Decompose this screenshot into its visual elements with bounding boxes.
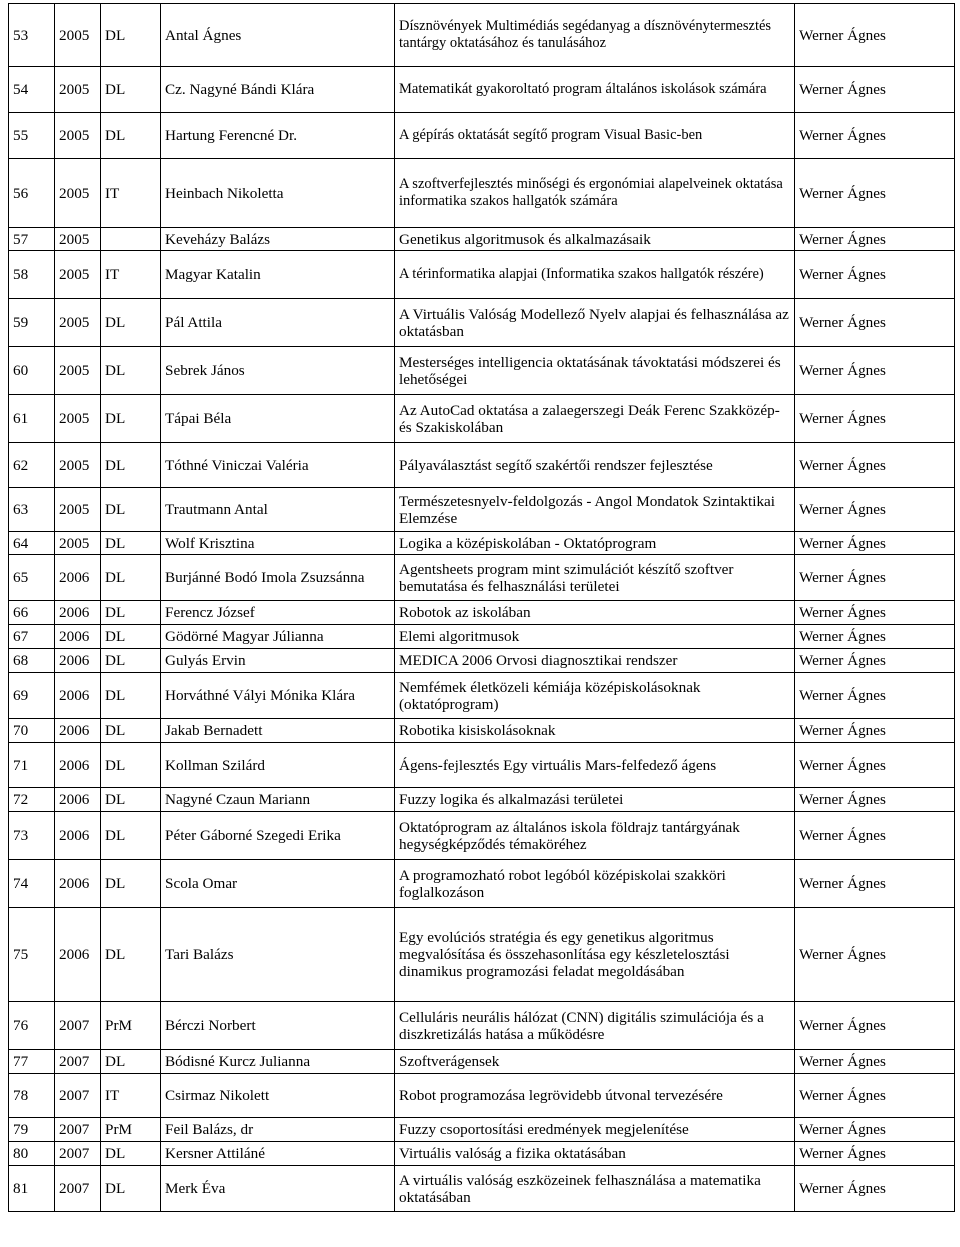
row-number-cell: 53 (9, 4, 55, 67)
year-cell: 2006 (55, 601, 101, 625)
type-cell: IT (101, 1074, 161, 1118)
year-cell: 2007 (55, 1142, 101, 1166)
year-cell: 2006 (55, 649, 101, 673)
table-row (9, 788, 955, 812)
supervisor-cell: Werner Ágnes (795, 1166, 955, 1212)
type-cell: DL (101, 1142, 161, 1166)
year-cell: 2006 (55, 860, 101, 908)
type-cell: DL (101, 812, 161, 860)
type-cell: DL (101, 488, 161, 532)
student-name-cell: Gödörné Magyar Júlianna (161, 625, 395, 649)
student-name-cell: Keveházy Balázs (161, 228, 395, 251)
table-row (9, 673, 955, 719)
row-number-cell: 81 (9, 1166, 55, 1212)
thesis-title-cell: MEDICA 2006 Orvosi diagnosztikai rendszer (395, 649, 795, 673)
type-cell: DL (101, 719, 161, 743)
year-cell: 2005 (55, 532, 101, 555)
student-name-cell: Merk Éva (161, 1166, 395, 1212)
row-number-cell: 78 (9, 1074, 55, 1118)
year-cell: 2006 (55, 743, 101, 788)
table-row (9, 251, 955, 299)
table-row (9, 908, 955, 1002)
table-row (9, 395, 955, 443)
student-name-cell: Scola Omar (161, 860, 395, 908)
supervisor-cell: Werner Ágnes (795, 743, 955, 788)
year-cell: 2005 (55, 113, 101, 159)
thesis-title-cell: A programozható robot legóból középiskolai szakköri foglalkozáson (395, 860, 795, 908)
table-row (9, 1166, 955, 1212)
row-number-cell: 58 (9, 251, 55, 299)
year-cell: 2006 (55, 719, 101, 743)
type-cell: IT (101, 251, 161, 299)
row-number-cell: 60 (9, 347, 55, 395)
type-cell: DL (101, 625, 161, 649)
year-cell: 2006 (55, 625, 101, 649)
year-cell: 2005 (55, 228, 101, 251)
thesis-title-cell: Fuzzy csoportosítási eredmények megjelenítése (395, 1118, 795, 1142)
year-cell: 2006 (55, 812, 101, 860)
row-number-cell: 68 (9, 649, 55, 673)
thesis-title-cell: Fuzzy logika és alkalmazási területei (395, 788, 795, 812)
supervisor-cell: Werner Ágnes (795, 4, 955, 67)
type-cell: DL (101, 555, 161, 601)
supervisor-cell: Werner Ágnes (795, 788, 955, 812)
supervisor-cell: Werner Ágnes (795, 625, 955, 649)
thesis-title-cell: A térinformatika alapjai (Informatika szakos hallgatók részére) (395, 251, 795, 299)
table-row (9, 347, 955, 395)
student-name-cell: Tari Balázs (161, 908, 395, 1002)
row-number-cell: 76 (9, 1002, 55, 1050)
type-cell: DL (101, 673, 161, 719)
year-cell: 2005 (55, 443, 101, 488)
table-row (9, 1002, 955, 1050)
student-name-cell: Sebrek János (161, 347, 395, 395)
student-name-cell: Kersner Attiláné (161, 1142, 395, 1166)
year-cell: 2005 (55, 159, 101, 228)
supervisor-cell: Werner Ágnes (795, 1142, 955, 1166)
supervisor-cell: Werner Ágnes (795, 299, 955, 347)
row-number-cell: 63 (9, 488, 55, 532)
student-name-cell: Kollman Szilárd (161, 743, 395, 788)
supervisor-cell: Werner Ágnes (795, 1002, 955, 1050)
type-cell: DL (101, 113, 161, 159)
thesis-title-cell: Celluláris neurális hálózat (CNN) digitális szimulációja és a diszkretizálás hatása a működésre (395, 1002, 795, 1050)
thesis-table (8, 3, 955, 1212)
supervisor-cell: Werner Ágnes (795, 251, 955, 299)
type-cell: DL (101, 860, 161, 908)
student-name-cell: Nagyné Czaun Mariann (161, 788, 395, 812)
thesis-title-cell: Agentsheets program mint szimulációt készítő szoftver bemutatása és felhasználási területei (395, 555, 795, 601)
student-name-cell: Bódisné Kurcz Julianna (161, 1050, 395, 1074)
row-number-cell: 69 (9, 673, 55, 719)
year-cell: 2005 (55, 347, 101, 395)
type-cell: DL (101, 649, 161, 673)
student-name-cell: Feil Balázs, dr (161, 1118, 395, 1142)
table-row (9, 743, 955, 788)
table-row (9, 812, 955, 860)
supervisor-cell: Werner Ágnes (795, 649, 955, 673)
row-number-cell: 75 (9, 908, 55, 1002)
row-number-cell: 61 (9, 395, 55, 443)
student-name-cell: Horváthné Vályi Mónika Klára (161, 673, 395, 719)
row-number-cell: 72 (9, 788, 55, 812)
thesis-title-cell: Robotika kisiskolásoknak (395, 719, 795, 743)
year-cell: 2005 (55, 251, 101, 299)
row-number-cell: 73 (9, 812, 55, 860)
type-cell: DL (101, 4, 161, 67)
thesis-title-cell: Genetikus algoritmusok és alkalmazásaik (395, 228, 795, 251)
year-cell: 2005 (55, 67, 101, 113)
student-name-cell: Pál Attila (161, 299, 395, 347)
student-name-cell: Gulyás Ervin (161, 649, 395, 673)
thesis-title-cell: Logika a középiskolában - Oktatóprogram (395, 532, 795, 555)
supervisor-cell: Werner Ágnes (795, 395, 955, 443)
table-row (9, 159, 955, 228)
table-row (9, 1074, 955, 1118)
thesis-title-cell: Nemfémek életközeli kémiája középiskolásoknak (oktatóprogram) (395, 673, 795, 719)
row-number-cell: 66 (9, 601, 55, 625)
year-cell: 2006 (55, 673, 101, 719)
type-cell: DL (101, 347, 161, 395)
thesis-title-cell: Ágens-fejlesztés Egy virtuális Mars-felfedező ágens (395, 743, 795, 788)
row-number-cell: 80 (9, 1142, 55, 1166)
supervisor-cell: Werner Ágnes (795, 443, 955, 488)
type-cell: DL (101, 443, 161, 488)
type-cell: DL (101, 532, 161, 555)
table-row (9, 625, 955, 649)
type-cell: DL (101, 788, 161, 812)
row-number-cell: 57 (9, 228, 55, 251)
table-row (9, 488, 955, 532)
year-cell: 2007 (55, 1166, 101, 1212)
year-cell: 2007 (55, 1002, 101, 1050)
type-cell: IT (101, 159, 161, 228)
supervisor-cell: Werner Ágnes (795, 67, 955, 113)
supervisor-cell: Werner Ágnes (795, 812, 955, 860)
year-cell: 2007 (55, 1118, 101, 1142)
thesis-title-cell: Robot programozása legrövidebb útvonal tervezésére (395, 1074, 795, 1118)
type-cell: PrM (101, 1002, 161, 1050)
table-row (9, 299, 955, 347)
student-name-cell: Magyar Katalin (161, 251, 395, 299)
supervisor-cell: Werner Ágnes (795, 159, 955, 228)
thesis-title-cell: Az AutoCad oktatása a zalaegerszegi Deák Ferenc Szakközép- és Szakiskolában (395, 395, 795, 443)
student-name-cell: Ferencz József (161, 601, 395, 625)
supervisor-cell: Werner Ágnes (795, 1118, 955, 1142)
supervisor-cell: Werner Ágnes (795, 488, 955, 532)
year-cell: 2006 (55, 555, 101, 601)
year-cell: 2005 (55, 299, 101, 347)
row-number-cell: 56 (9, 159, 55, 228)
student-name-cell: Heinbach Nikoletta (161, 159, 395, 228)
student-name-cell: Tóthné Viniczai Valéria (161, 443, 395, 488)
thesis-title-cell: Elemi algoritmusok (395, 625, 795, 649)
student-name-cell: Hartung Ferencné Dr. (161, 113, 395, 159)
student-name-cell: Cz. Nagyné Bándi Klára (161, 67, 395, 113)
table-row (9, 228, 955, 251)
thesis-title-cell: Természetesnyelv-feldolgozás - Angol Mondatok Szintaktikai Elemzése (395, 488, 795, 532)
student-name-cell: Csirmaz Nikolett (161, 1074, 395, 1118)
table-row (9, 649, 955, 673)
table-row (9, 1050, 955, 1074)
student-name-cell: Trautmann Antal (161, 488, 395, 532)
student-name-cell: Antal Ágnes (161, 4, 395, 67)
table-row (9, 443, 955, 488)
supervisor-cell: Werner Ágnes (795, 908, 955, 1002)
type-cell (101, 228, 161, 251)
year-cell: 2007 (55, 1050, 101, 1074)
table-row (9, 860, 955, 908)
supervisor-cell: Werner Ágnes (795, 228, 955, 251)
year-cell: 2005 (55, 395, 101, 443)
thesis-title-cell: A szoftverfejlesztés minőségi és ergonómiai alapelveinek oktatása informatika szakos hallgatók számára (395, 159, 795, 228)
supervisor-cell: Werner Ágnes (795, 601, 955, 625)
thesis-title-cell: Szoftverágensek (395, 1050, 795, 1074)
table-row (9, 601, 955, 625)
year-cell: 2006 (55, 788, 101, 812)
student-name-cell: Tápai Béla (161, 395, 395, 443)
type-cell: DL (101, 1050, 161, 1074)
table-row (9, 532, 955, 555)
supervisor-cell: Werner Ágnes (795, 719, 955, 743)
thesis-table-body (9, 4, 955, 1212)
table-row (9, 719, 955, 743)
row-number-cell: 74 (9, 860, 55, 908)
supervisor-cell: Werner Ágnes (795, 1074, 955, 1118)
thesis-title-cell: Dísznövények Multimédiás segédanyag a dísznövénytermesztés tantárgy oktatásához és tanulásához (395, 4, 795, 67)
table-row (9, 4, 955, 67)
type-cell: DL (101, 299, 161, 347)
row-number-cell: 55 (9, 113, 55, 159)
supervisor-cell: Werner Ágnes (795, 347, 955, 395)
row-number-cell: 59 (9, 299, 55, 347)
student-name-cell: Burjánné Bodó Imola Zsuzsánna (161, 555, 395, 601)
student-name-cell: Bérczi Norbert (161, 1002, 395, 1050)
row-number-cell: 79 (9, 1118, 55, 1142)
thesis-title-cell: Robotok az iskolában (395, 601, 795, 625)
student-name-cell: Jakab Bernadett (161, 719, 395, 743)
thesis-title-cell: A virtuális valóság eszközeinek felhasználása a matematika oktatásában (395, 1166, 795, 1212)
type-cell: DL (101, 67, 161, 113)
row-number-cell: 77 (9, 1050, 55, 1074)
thesis-title-cell: Oktatóprogram az általános iskola földrajz tantárgyának hegységképződés témaköréhez (395, 812, 795, 860)
thesis-title-cell: Pályaválasztást segítő szakértői rendszer fejlesztése (395, 443, 795, 488)
year-cell: 2005 (55, 4, 101, 67)
table-row (9, 555, 955, 601)
type-cell: DL (101, 1166, 161, 1212)
year-cell: 2005 (55, 488, 101, 532)
row-number-cell: 67 (9, 625, 55, 649)
table-row (9, 67, 955, 113)
supervisor-cell: Werner Ágnes (795, 532, 955, 555)
row-number-cell: 65 (9, 555, 55, 601)
table-row (9, 1118, 955, 1142)
table-row (9, 113, 955, 159)
supervisor-cell: Werner Ágnes (795, 1050, 955, 1074)
thesis-title-cell: Matematikát gyakoroltató program általános iskolások számára (395, 67, 795, 113)
type-cell: DL (101, 908, 161, 1002)
supervisor-cell: Werner Ágnes (795, 860, 955, 908)
type-cell: DL (101, 743, 161, 788)
row-number-cell: 70 (9, 719, 55, 743)
type-cell: DL (101, 395, 161, 443)
row-number-cell: 64 (9, 532, 55, 555)
row-number-cell: 71 (9, 743, 55, 788)
supervisor-cell: Werner Ágnes (795, 113, 955, 159)
type-cell: DL (101, 601, 161, 625)
table-row (9, 1142, 955, 1166)
supervisor-cell: Werner Ágnes (795, 673, 955, 719)
type-cell: PrM (101, 1118, 161, 1142)
row-number-cell: 62 (9, 443, 55, 488)
row-number-cell: 54 (9, 67, 55, 113)
year-cell: 2006 (55, 908, 101, 1002)
thesis-title-cell: Virtuális valóság a fizika oktatásában (395, 1142, 795, 1166)
thesis-title-cell: A gépírás oktatását segítő program Visual Basic-ben (395, 113, 795, 159)
thesis-title-cell: A Virtuális Valóság Modellező Nyelv alapjai és felhasználása az oktatásban (395, 299, 795, 347)
thesis-title-cell: Egy evolúciós stratégia és egy genetikus algoritmus megvalósítása és összehasonlítása egy készletelosztási dinamikus programozási feladat megoldásában (395, 908, 795, 1002)
student-name-cell: Péter Gáborné Szegedi Erika (161, 812, 395, 860)
thesis-title-cell: Mesterséges intelligencia oktatásának távoktatási módszerei és lehetőségei (395, 347, 795, 395)
student-name-cell: Wolf Krisztina (161, 532, 395, 555)
year-cell: 2007 (55, 1074, 101, 1118)
supervisor-cell: Werner Ágnes (795, 555, 955, 601)
